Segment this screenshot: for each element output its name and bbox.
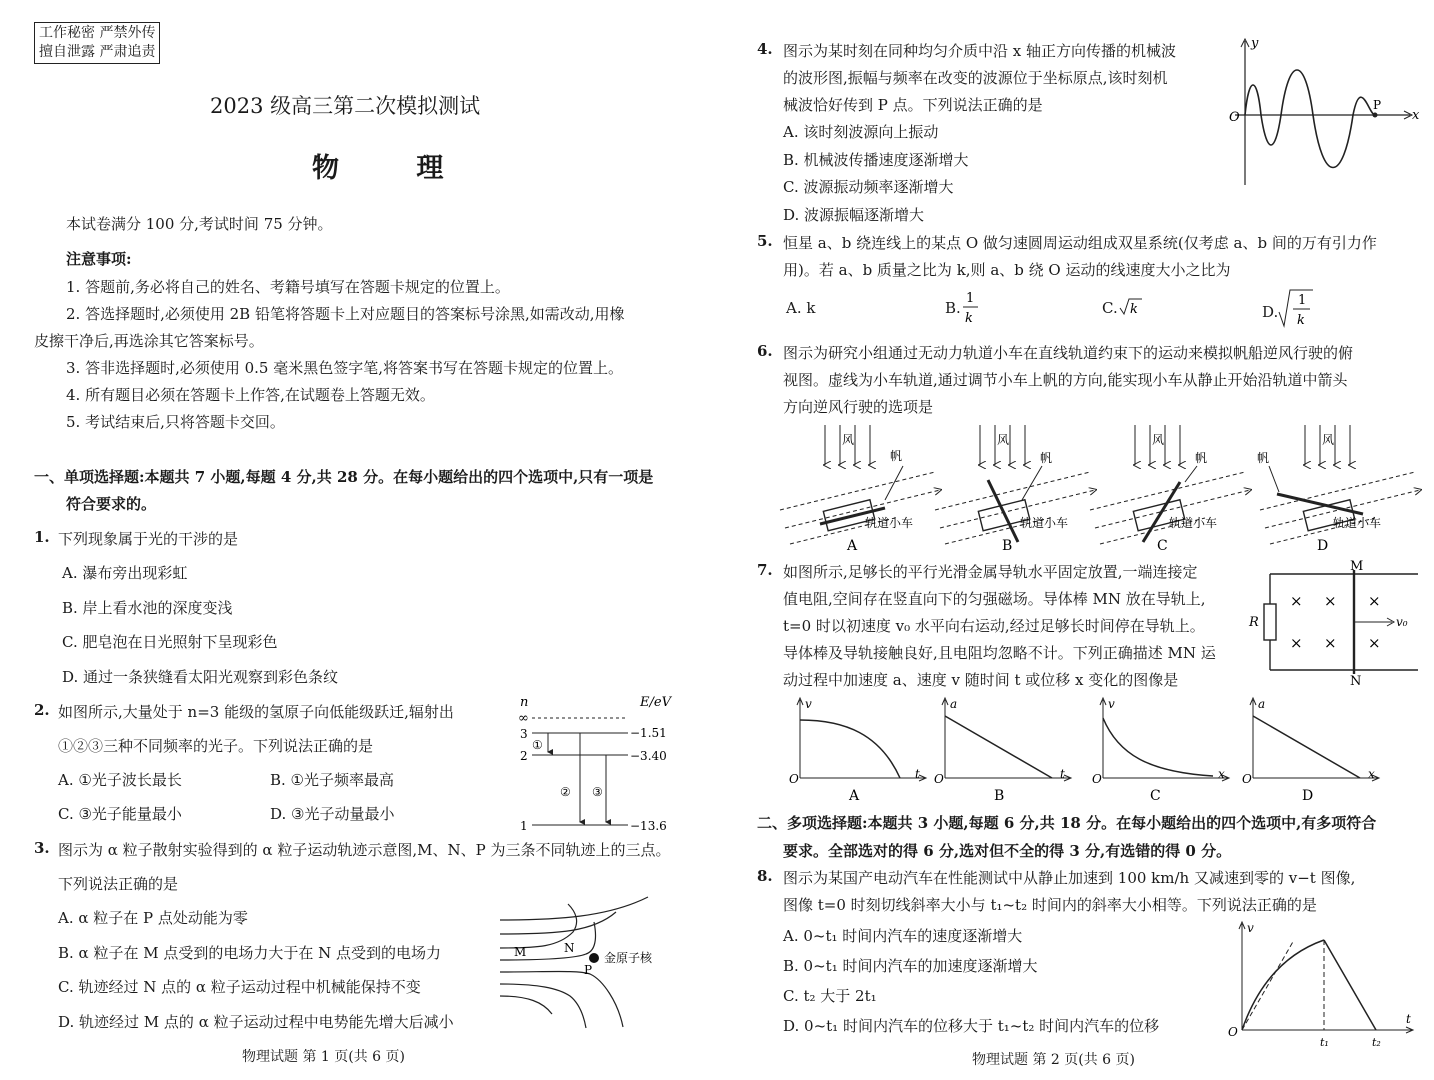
transition-2-label: ② (560, 785, 571, 799)
point-p-label: P (1373, 98, 1382, 112)
t2-label: t₂ (1372, 1036, 1381, 1049)
wind-label: 风 (842, 433, 855, 447)
y-axis-label: a (950, 697, 958, 711)
q3-option-b: B. α 粒子在 M 点受到的电场力大于在 N 点受到的电场力 (58, 944, 442, 962)
section2-heading-1: 二、多项选择题:本题共 3 小题,每题 6 分,共 18 分。在每小题给出的四个选项中,有多项符合 (757, 814, 1377, 832)
origin-label: O (1228, 1025, 1238, 1039)
fraction-denominator: k (965, 311, 973, 326)
subject-title: 物 理 (312, 153, 478, 184)
level-1-energy: −13.6 (630, 819, 667, 833)
velocity-label: v₀ (1396, 615, 1408, 629)
q5-option-c-root (1118, 296, 1144, 320)
option-d-label: D (1317, 538, 1329, 554)
q2-option-c: C. ③光子能量最小 (58, 805, 182, 823)
q4-stem-2: 的波形图,振幅与频率在改变的波源位于坐标原点,该时刻机 (783, 69, 1168, 87)
t1-label: t₁ (1320, 1036, 1329, 1049)
gold-nucleus-icon (589, 953, 599, 963)
transition-1-label: ① (532, 738, 543, 752)
stamp-line-2: 擅自泄露 严肃追责 (39, 44, 156, 60)
sail-car-options (775, 420, 1425, 555)
q7-graph-d (1238, 694, 1388, 806)
q2-option-b: B. ①光子频率最高 (270, 771, 395, 789)
v-axis-label: v (1247, 921, 1254, 935)
q1-number: 1. (34, 528, 50, 546)
field-cross: × (1290, 634, 1303, 652)
exam-title: 2023 级高三第二次模拟测试 (210, 94, 481, 118)
q4-option-d: D. 波源振幅逐渐增大 (783, 206, 925, 224)
point-n-label: N (564, 941, 575, 955)
sail-label: 帆 (890, 449, 903, 463)
point-m-label: M (514, 945, 527, 959)
q4-option-a: A. 该时刻波源向上振动 (783, 123, 939, 141)
y-axis-label: v (1108, 697, 1115, 711)
fraction-denominator: k (1297, 313, 1305, 328)
q2-stem-1: 如图所示,大量处于 n=3 能级的氢原子向低能级跃迁,辐射出 (58, 703, 454, 721)
note-2b: 皮擦干净后,再选涂其它答案标号。 (34, 332, 264, 350)
q1-option-a: A. 瀑布旁出现彩虹 (62, 564, 188, 582)
option-d-panel (1257, 425, 1420, 554)
q6-stem-1: 图示为研究小组通过无动力轨道小车在直线轨道约束下的运动来模拟帆船逆风行驶的俯 (783, 344, 1354, 362)
field-cross: × (1368, 634, 1381, 652)
option-a-label: A (847, 538, 858, 554)
field-cross: × (1324, 634, 1337, 652)
q3-stem-1: 图示为 α 粒子散射实验得到的 α 粒子运动轨迹示意图,M、N、P 为三条不同轨迹上的三点。 (58, 841, 671, 859)
origin-label: O (789, 772, 799, 786)
option-b-panel (935, 425, 1095, 554)
rod-n-label: N (1350, 674, 1362, 688)
level-2-label: 2 (520, 749, 528, 763)
notes-heading: 注意事项: (66, 250, 132, 268)
level-1-label: 1 (520, 819, 528, 833)
q5-stem-2: 用)。若 a、b 质量之比为 k,则 a、b 绕 O 运动的线速度大小之比为 (783, 261, 1231, 279)
q7-graph-c (1088, 694, 1238, 806)
x-axis-label: t (1060, 767, 1065, 781)
level-inf-label: ∞ (518, 711, 529, 726)
page-2-footer: 物理试题 第 2 页(共 6 页) (972, 1052, 1135, 1068)
energy-unit-label: E/eV (640, 695, 671, 710)
q4-option-c: C. 波源振动频率逐渐增大 (783, 178, 954, 196)
n-label: n (520, 695, 529, 710)
q8-stem-1: 图示为某国产电动汽车在性能测试中从静止加速到 100 km/h 又减速到零的 v−t 图像, (783, 869, 1356, 887)
section2-heading-2: 要求。全部选对的得 6 分,选对但不全的得 3 分,有选错的得 0 分。 (783, 842, 1232, 860)
energy-level-diagram (510, 692, 690, 837)
page-1-footer: 物理试题 第 1 页(共 6 页) (242, 1049, 405, 1065)
option-b-label: B (1002, 538, 1013, 554)
car-label: 轨道小车 (1333, 516, 1382, 530)
q6-stem-3: 方向逆风行驶的选项是 (783, 398, 934, 416)
q4-number: 4. (757, 40, 773, 58)
q4-stem-1: 图示为某时刻在同种均匀介质中沿 x 轴正方向传播的机械波 (783, 42, 1176, 60)
q5-option-a: A. k (786, 299, 816, 317)
point-p-label: P (584, 963, 593, 977)
q1-stem: 下列现象属于光的干涉的是 (58, 530, 239, 548)
root-k: k (1130, 302, 1138, 317)
field-cross: × (1324, 592, 1337, 610)
wind-label: 风 (1152, 433, 1165, 447)
note-1: 1. 答题前,务必将自己的姓名、考籍号填写在答题卡规定的位置上。 (66, 278, 510, 296)
q5-option-b: B. (945, 299, 961, 317)
y-axis-label: a (1258, 697, 1266, 711)
note-5: 5. 考试结束后,只将答题卡交回。 (66, 413, 285, 431)
confidential-stamp (34, 22, 160, 64)
level-3-label: 3 (520, 727, 528, 741)
q3-option-a: A. α 粒子在 P 点处动能为零 (58, 909, 248, 927)
graph-d-label: D (1302, 788, 1314, 804)
origin-label: O (1242, 772, 1252, 786)
sail-label: 帆 (1257, 451, 1270, 465)
q5-number: 5. (757, 232, 773, 250)
q7-stem-4: 导体棒及导轨接触良好,且电阻均忽略不计。下列正确描述 MN 运 (783, 644, 1216, 662)
t-axis-label: t (1406, 1012, 1411, 1026)
q4-option-b: B. 机械波传播速度逐渐增大 (783, 151, 969, 169)
q5-stem-1: 恒星 a、b 绕连线上的某点 O 做匀速圆周运动组成双星系统(仅考虑 a、b 间的万有引力作 (783, 234, 1377, 252)
q6-number: 6. (757, 342, 773, 360)
wave-graph (1225, 35, 1425, 190)
wind-label: 风 (1322, 433, 1335, 447)
q7-stem-1: 如图所示,足够长的平行光滑金属导轨水平固定放置,一端连接定 (783, 563, 1198, 581)
stamp-line-1: 工作秘密 严禁外传 (39, 25, 156, 41)
q7-number: 7. (757, 561, 773, 579)
q8-option-a: A. 0~t₁ 时间内汽车的速度逐渐增大 (783, 927, 1023, 945)
q8-option-b: B. 0~t₁ 时间内汽车的加速度逐渐增大 (783, 957, 1038, 975)
q7-graph-b (930, 694, 1080, 806)
note-2a: 2. 答选择题时,必须使用 2B 铅笔将答题卡上对应题目的答案标号涂黑,如需改动,用橡 (66, 305, 625, 323)
alpha-scattering-diagram (498, 892, 688, 1032)
q2-option-a: A. ①光子波长最长 (58, 771, 182, 789)
field-cross: × (1290, 592, 1303, 610)
fraction-numerator: 1 (1298, 293, 1307, 308)
car-label: 轨道小车 (1169, 516, 1218, 530)
nucleus-label: 金原子核 (604, 951, 653, 965)
q5-option-c: C. (1102, 299, 1118, 317)
q7-stem-2: 值电阻,空间存在竖直向下的匀强磁场。导体棒 MN 放在导轨上, (783, 590, 1206, 608)
q1-option-c: C. 肥皂泡在日光照射下呈现彩色 (62, 633, 278, 651)
q7-graph-a (785, 694, 935, 806)
note-3: 3. 答非选择题时,必须使用 0.5 毫米黑色签字笔,将答案书写在答题卡规定的位置上。 (66, 359, 624, 377)
q5-option-d-root-fraction (1277, 288, 1317, 332)
resistor-label: R (1249, 615, 1259, 630)
q3-option-c: C. 轨迹经过 N 点的 α 粒子运动过程中机械能保持不变 (58, 978, 421, 996)
level-2-energy: −3.40 (630, 749, 667, 763)
x-axis-label: x (1368, 767, 1375, 781)
x-axis-label: t (915, 767, 920, 781)
wind-label: 风 (997, 433, 1010, 447)
y-axis-label: y (1251, 36, 1259, 51)
q8-stem-2: 图像 t=0 时刻切线斜率大小与 t₁~t₂ 时间内的斜率大小相等。下列说法正确的是 (783, 896, 1317, 914)
q3-option-d: D. 轨迹经过 M 点的 α 粒子运动过程中电势能先增大后减小 (58, 1013, 454, 1031)
q8-option-d: D. 0~t₁ 时间内汽车的位移大于 t₁~t₂ 时间内汽车的位移 (783, 1017, 1160, 1035)
graph-c-label: C (1150, 788, 1161, 804)
transition-3-label: ③ (592, 785, 603, 799)
q6-stem-2: 视图。虚线为小车轨道,通过调节小车上帆的方向,能实现小车从静止开始沿轨道中箭头 (783, 371, 1348, 389)
q8-number: 8. (757, 867, 773, 885)
graph-a-label: A (849, 788, 860, 804)
level-3-energy: −1.51 (630, 726, 667, 740)
q5-option-b-fraction (962, 288, 982, 328)
note-4: 4. 所有题目必须在答题卡上作答,在试题卷上答题无效。 (66, 386, 435, 404)
car-label: 轨道小车 (865, 516, 914, 530)
q8-option-c: C. t₂ 大于 2t₁ (783, 987, 877, 1005)
rail-circuit-diagram (1246, 558, 1421, 688)
resistor-icon (1264, 604, 1276, 640)
car-label: 轨道小车 (1020, 516, 1069, 530)
option-c-panel (1090, 425, 1250, 554)
q7-stem-5: 动过程中加速度 a、速度 v 随时间 t 或位移 x 变化的图像是 (783, 671, 1179, 689)
q1-option-b: B. 岸上看水池的深度变浅 (62, 599, 233, 617)
q3-number: 3. (34, 839, 50, 857)
q2-number: 2. (34, 701, 50, 719)
q2-stem-2: ①②③三种不同频率的光子。下列说法正确的是 (58, 737, 374, 755)
q3-stem-2: 下列说法正确的是 (58, 875, 179, 893)
origin-label: O (934, 772, 944, 786)
q8-vt-graph (1220, 918, 1420, 1052)
origin-label: O (1229, 110, 1240, 125)
rod-m-label: M (1350, 559, 1364, 574)
section1-heading-1: 一、单项选择题:本题共 7 小题,每题 4 分,共 28 分。在每小题给出的四个选项中,只有一项是 (34, 468, 654, 486)
graph-b-label: B (994, 788, 1005, 804)
sail-label: 帆 (1040, 451, 1053, 465)
field-cross: × (1368, 592, 1381, 610)
y-axis-label: v (805, 697, 812, 711)
origin-label: O (1092, 772, 1102, 786)
q5-option-d: D. (1262, 303, 1279, 321)
q2-option-d: D. ③光子动量最小 (270, 805, 395, 823)
q4-stem-3: 械波恰好传到 P 点。下列说法正确的是 (783, 96, 1043, 114)
option-a-panel (780, 425, 940, 554)
q7-stem-3: t=0 时以初速度 v₀ 水平向右运动,经过足够长时间停在导轨上。 (783, 617, 1205, 635)
fraction-numerator: 1 (966, 291, 975, 306)
section1-heading-2: 符合要求的。 (66, 495, 157, 513)
sail-label: 帆 (1195, 451, 1208, 465)
intro-text: 本试卷满分 100 分,考试时间 75 分钟。 (66, 215, 333, 233)
q1-option-d: D. 通过一条狭缝看太阳光观察到彩色条纹 (62, 668, 339, 686)
x-axis-label: x (1412, 108, 1420, 123)
option-c-label: C (1157, 538, 1168, 554)
x-axis-label: x (1218, 767, 1225, 781)
